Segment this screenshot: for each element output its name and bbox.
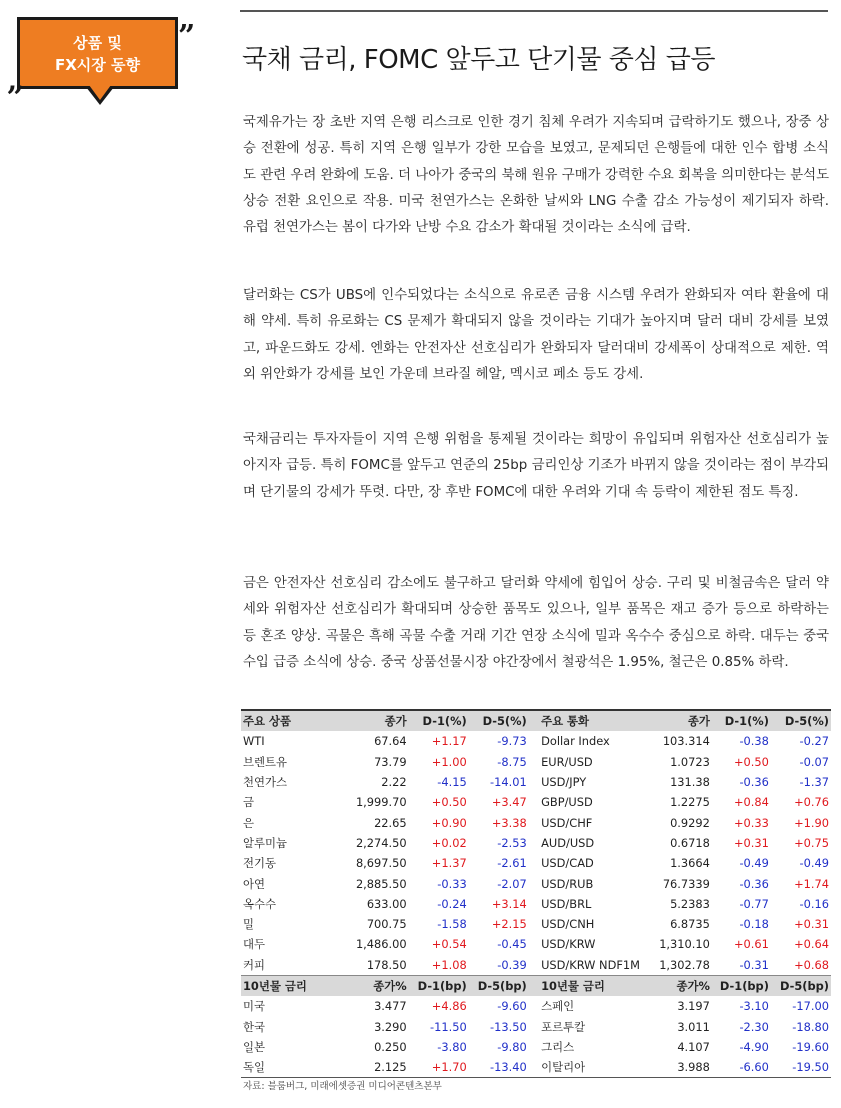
table-cell: USD/CHF: [541, 815, 593, 830]
table-cell: +0.54: [431, 937, 467, 952]
table-cell: +0.31: [734, 835, 769, 850]
table-cell: -2.53: [497, 835, 527, 850]
open-quote-mark: „: [7, 63, 25, 98]
table-cell: 76.7339: [662, 876, 710, 891]
table-cell: -0.38: [739, 734, 769, 749]
table-row: [241, 1057, 831, 1078]
table-cell: 2.125: [324, 1057, 409, 1078]
paragraph-commodities: 국제유가는 장 초반 지역 은행 리스크로 인한 경기 침체 우려가 지속되며 급락하기도 했으나, 장중 상승 전환에 성공. 특히 지역 은행 일부가 강한 모습을 보였고, 문제되던 은행들에 대한 인수 합병 소식도 관련 우려 완화에 도움. 더 나아가 중국의 북해 원유 구매가 강력한 수요 회복을 의미한다는 분석도 상승 전환 요인으로 작용. 미국 천연가스는 온화한 날씨와 LNG 수출 감소 가능성이 제기되자 하락. 유럽 천연가스는 봄이 다가와 난방 수요 감소가 확대될 것이라는 소식에 급락.: [243, 115, 829, 236]
table-row: [241, 955, 831, 976]
table-cell: +1.90: [794, 815, 829, 830]
column-gap: [529, 710, 539, 731]
table-cell: +0.90: [431, 815, 467, 830]
close-quote-mark: ”: [178, 19, 196, 54]
table-cell: -0.77: [739, 896, 769, 911]
table-header-row-rates: [241, 975, 831, 996]
table-row: [241, 1037, 831, 1057]
column-gap: [529, 975, 539, 996]
table-cell: 천연가스: [243, 775, 288, 790]
table-cell: +0.64: [794, 937, 829, 952]
table-cell: +1.08: [431, 957, 467, 972]
table-cell: 8,697.50: [355, 856, 407, 871]
table-cell: USD/CNH: [541, 917, 595, 932]
column-gap: [529, 873, 539, 893]
table-row: [241, 853, 831, 873]
table-cell: +0.02: [431, 835, 467, 850]
table-cell: 미국: [243, 999, 266, 1014]
table-cell: +0.50: [431, 795, 467, 810]
table-cell: -8.75: [497, 754, 527, 769]
table-cell: -9.60: [497, 999, 527, 1014]
column-gap: [529, 772, 539, 792]
table-cell: -4.90: [739, 1039, 769, 1054]
table-cell: USD/KRW: [541, 937, 596, 952]
table-cell: -2.30: [739, 1019, 769, 1034]
column-header: 종가%: [648, 975, 712, 996]
column-gap: [529, 894, 539, 914]
table-cell: 알루미늄: [243, 835, 288, 850]
table-row: [241, 792, 831, 812]
table-row: [241, 731, 831, 751]
table-cell: 131.38: [670, 775, 710, 790]
column-header: 종가: [648, 710, 712, 731]
table-cell: 밀: [243, 917, 255, 932]
table-cell: 103.314: [662, 734, 710, 749]
column-header: D-1(%): [409, 710, 469, 731]
column-header: D-1(bp): [409, 975, 469, 996]
table-cell: +3.47: [491, 795, 527, 810]
table-cell: 700.75: [366, 917, 407, 932]
table-cell: 1.0723: [670, 754, 710, 769]
table-cell: USD/KRW NDF1M: [541, 957, 640, 972]
table-cell: 스페인: [541, 999, 575, 1014]
table-cell: 대두: [243, 937, 266, 952]
table-cell: 0.250: [374, 1039, 407, 1054]
table-cell: +3.38: [491, 815, 527, 830]
table-row: [241, 914, 831, 934]
table-cell: +1.17: [431, 734, 467, 749]
column-header: 종가: [324, 710, 409, 731]
paragraph-fx: 달러화는 CS가 UBS에 인수되었다는 소식으로 유로존 금융 시스템 우려가 완화되자 여타 환율에 대해 약세. 특히 유로화는 CS 문제가 확대되지 않을 것이라는 기대가 높아지며 달러 대비 강세를 보였고, 파운드화도 강세. 엔화는 안전자산 선호심리가 완화되자 달러대비 강세폭이 상대적으로 제한. 역외 위안화가 강세를 보인 가운데 브라질 헤알, 멕시코 페소 등도 강세.: [243, 288, 829, 382]
table-cell: -0.24: [437, 896, 467, 911]
header-rule: [240, 10, 828, 12]
table-cell: 옥수수: [243, 896, 277, 911]
table-cell: 1,302.78: [659, 957, 710, 972]
table-cell: +0.76: [794, 795, 829, 810]
table-cell: -9.80: [497, 1039, 527, 1054]
table-cell: USD/CAD: [541, 856, 594, 871]
table-cell: 1.2275: [670, 795, 710, 810]
table-cell: 금: [243, 795, 255, 810]
table-cell: +0.33: [734, 815, 769, 830]
table-row: [241, 772, 831, 792]
badge-line-1: 상품 및: [73, 34, 122, 52]
table-cell: 178.50: [366, 957, 407, 972]
table-row: [241, 996, 831, 1016]
table-cell: +1.74: [794, 876, 829, 891]
column-header: D-5(%): [469, 710, 529, 731]
table-cell: USD/RUB: [541, 876, 594, 891]
table-cell: 1,486.00: [355, 937, 407, 952]
table-cell: +0.75: [794, 835, 829, 850]
table-cell: -18.80: [792, 1019, 829, 1034]
column-header: 주요 상품: [241, 710, 324, 731]
table-cell: -0.45: [497, 937, 527, 952]
table-cell: 그리스: [541, 1039, 575, 1054]
table-cell: 일본: [243, 1039, 266, 1054]
column-header: 주요 통화: [539, 710, 648, 731]
table-cell: 1.3664: [670, 856, 710, 871]
column-gap: [529, 731, 539, 751]
table-cell: -2.61: [497, 856, 527, 871]
table-row: [241, 752, 831, 772]
table-cell: 2,274.50: [355, 835, 407, 850]
table-cell: -3.10: [739, 999, 769, 1014]
table-cell: GBP/USD: [541, 795, 593, 810]
table-header-row: [241, 710, 831, 731]
table-cell: 0.6718: [670, 835, 710, 850]
table-row: [241, 1016, 831, 1036]
table-cell: -1.37: [799, 775, 829, 790]
table-cell: +0.50: [734, 754, 769, 769]
column-gap: [529, 914, 539, 934]
table-cell: -19.60: [792, 1039, 829, 1054]
table-cell: -9.73: [497, 734, 527, 749]
table-cell: +1.00: [431, 754, 467, 769]
column-header: D-1(bp): [712, 975, 771, 996]
table-row: [241, 894, 831, 914]
table-cell: USD/BRL: [541, 896, 592, 911]
table-cell: -19.50: [771, 1057, 831, 1078]
column-gap: [529, 1037, 539, 1057]
table-cell: -0.33: [437, 876, 467, 891]
table-cell: 3.290: [374, 1019, 407, 1034]
table-cell: 3.011: [677, 1019, 710, 1034]
table-cell: Dollar Index: [541, 734, 610, 749]
column-header: D-5(%): [771, 710, 831, 731]
table-cell: 1,999.70: [355, 795, 407, 810]
table-cell: -17.00: [792, 999, 829, 1014]
table-cell: -0.36: [739, 775, 769, 790]
table-cell: WTI: [243, 734, 265, 749]
column-header: 10년물 금리: [241, 975, 324, 996]
table-cell: AUD/USD: [541, 835, 595, 850]
column-gap: [529, 996, 539, 1016]
column-gap: [529, 853, 539, 873]
column-header: D-1(%): [712, 710, 771, 731]
table-cell: 한국: [243, 1019, 266, 1034]
table-cell: -3.80: [437, 1039, 467, 1054]
table-cell: +0.31: [794, 917, 829, 932]
section-badge: [17, 17, 178, 89]
table-cell: USD/JPY: [541, 775, 587, 790]
table-cell: -0.27: [799, 734, 829, 749]
table-cell: 1,310.10: [659, 937, 710, 952]
table-cell: 6.8735: [670, 917, 710, 932]
table-cell: -2.07: [497, 876, 527, 891]
table-cell: -11.50: [429, 1019, 467, 1034]
table-cell: 이탈리아: [539, 1057, 648, 1078]
table-cell: 전기동: [243, 856, 277, 871]
table-cell: -0.18: [739, 917, 769, 932]
column-header: 10년물 금리: [539, 975, 648, 996]
source-note: 자료: 블룸버그, 미래에셋증권 미디어콘텐츠본부: [243, 1081, 442, 1092]
table-cell: +4.86: [431, 999, 467, 1014]
table-cell: +1.70: [409, 1057, 469, 1078]
column-header: D-5(bp): [469, 975, 529, 996]
table-cell: 3.477: [374, 999, 407, 1014]
column-gap: [529, 752, 539, 772]
table-cell: -0.07: [799, 754, 829, 769]
column-gap: [529, 833, 539, 853]
table-cell: -4.15: [437, 775, 467, 790]
table-cell: 아연: [243, 876, 266, 891]
table-cell: EUR/USD: [541, 754, 593, 769]
table-cell: 0.9292: [670, 815, 710, 830]
table-cell: -14.01: [490, 775, 527, 790]
column-gap: [529, 934, 539, 954]
table-cell: -0.31: [739, 957, 769, 972]
table-cell: 2,885.50: [355, 876, 407, 891]
table-cell: 4.107: [677, 1039, 710, 1054]
table-cell: -1.58: [437, 917, 467, 932]
column-gap: [529, 792, 539, 812]
table-cell: 3.988: [648, 1057, 712, 1078]
table-cell: -0.36: [739, 876, 769, 891]
paragraph-bonds: 국채금리는 투자자들이 지역 은행 위험을 통제될 것이라는 희망이 유입되며 위험자산 선호심리가 높아지자 급등. 특히 FOMC를 앞두고 연준의 25bp 금리인상 기조가 바뀌지 않을 것이라는 점이 부각되며 단기물의 강세가 뚜렷. 다만, 장 후반 FOMC에 대한 우려와 기대 속 등락이 제한된 점도 특징.: [243, 432, 829, 500]
table-cell: -6.60: [712, 1057, 771, 1078]
market-table: [241, 709, 831, 1078]
table-cell: -13.40: [469, 1057, 529, 1078]
column-gap: [529, 1016, 539, 1036]
table-cell: -0.49: [799, 856, 829, 871]
table-cell: 67.64: [374, 734, 407, 749]
table-row: [241, 873, 831, 893]
table-cell: +2.15: [491, 917, 527, 932]
table-cell: +0.61: [734, 937, 769, 952]
table-cell: 633.00: [366, 896, 407, 911]
table-cell: +1.37: [431, 856, 467, 871]
table-cell: 커피: [243, 957, 266, 972]
page-title: 국채 금리, FOMC 앞두고 단기물 중심 급등: [242, 45, 715, 76]
table-cell: 은: [243, 815, 255, 830]
table-cell: -0.49: [739, 856, 769, 871]
column-gap: [529, 812, 539, 832]
table-cell: 2.22: [381, 775, 407, 790]
table-cell: 22.65: [374, 815, 407, 830]
table-cell: 브렌트유: [243, 754, 288, 769]
table-cell: 독일: [241, 1057, 324, 1078]
badge-tail-fill: [89, 85, 111, 100]
column-header: 종가%: [324, 975, 409, 996]
table-cell: -0.16: [799, 896, 829, 911]
badge-line-2: FX시장 동향: [55, 56, 140, 74]
table-cell: 5.2383: [670, 896, 710, 911]
table-cell: +0.84: [734, 795, 769, 810]
table-cell: -13.50: [490, 1019, 527, 1034]
table-row: [241, 812, 831, 832]
table-cell: 3.197: [677, 999, 710, 1014]
table-cell: 포르투칼: [541, 1019, 586, 1034]
column-header: D-5(bp): [771, 975, 831, 996]
table-cell: +0.68: [794, 957, 829, 972]
table-cell: 73.79: [374, 754, 407, 769]
table-row: [241, 934, 831, 954]
column-gap: [529, 1057, 539, 1078]
table-row: [241, 833, 831, 853]
table-cell: -0.39: [497, 957, 527, 972]
paragraph-metals-grains: 금은 안전자산 선호심리 감소에도 불구하고 달러화 약세에 힘입어 상승. 구리 및 비철금속은 달러 약세와 위험자산 선호심리가 확대되며 상승한 품목도 있으나, 일부 품목은 재고 증가 등으로 하락하는 등 혼조 양상. 곡물은 흑해 곡물 수출 거래 기간 연장 소식에 밀과 옥수수 중심으로 하락. 대두는 중국 수입 급증 소식에 상승. 중국 상품선물시장 야간장에서 철광석은 1.95%, 철근은 0.85% 하락.: [243, 576, 829, 670]
table-cell: +3.14: [491, 896, 527, 911]
column-gap: [529, 955, 539, 976]
